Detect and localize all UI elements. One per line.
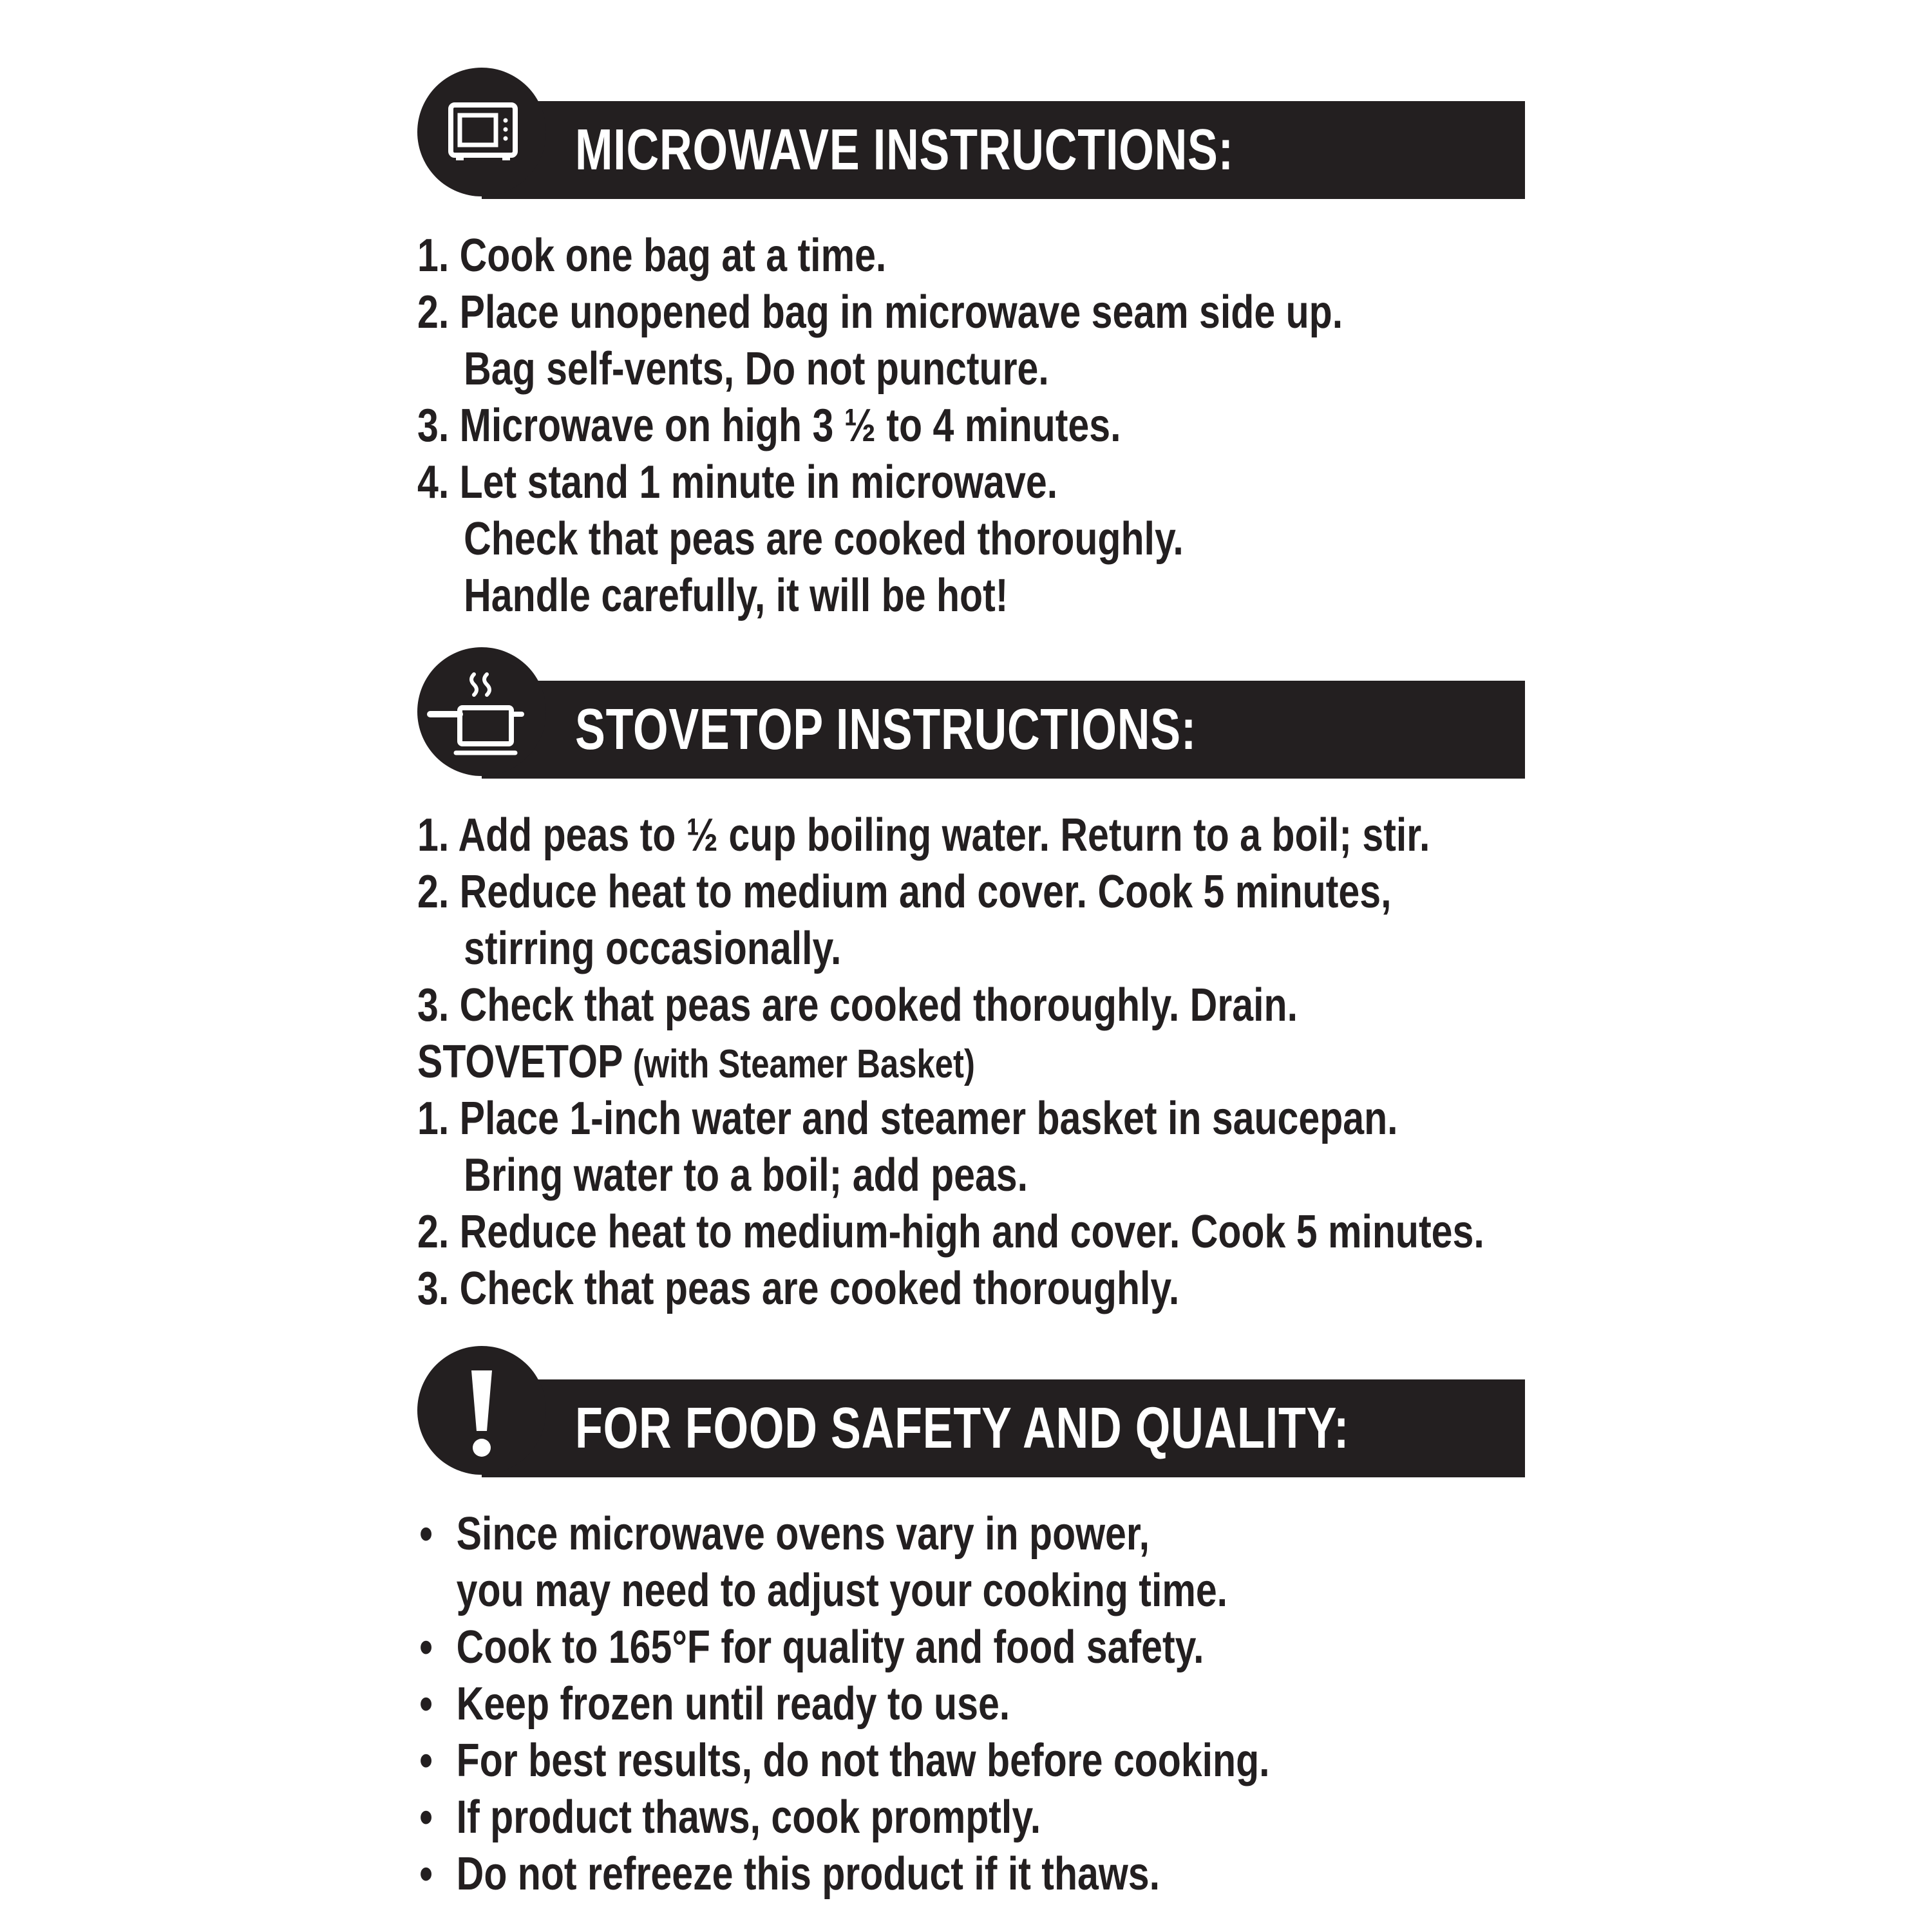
subheading-line <box>417 1034 1325 1090</box>
instruction-line: 2. Place unopened bag in microwave seam side up. <box>417 287 1343 338</box>
instruction-line: 3. Check that peas are cooked thoroughly. Drain. <box>417 980 1298 1031</box>
instruction-line: 1. Place 1-inch water and steamer basket in saucepan. <box>417 1093 1398 1144</box>
instruction-line: 2. Reduce heat to medium and cover. Cook 5 minutes, <box>417 866 1392 918</box>
safety-list <box>417 1506 1325 1902</box>
stovetop-instructions <box>417 807 1484 1317</box>
subheading: STOVETOP <box>417 1036 623 1088</box>
bullet: • <box>419 1678 433 1730</box>
instruction-line: 4. Let stand 1 minute in microwave. <box>417 457 1058 508</box>
section-title: MICROWAVE INSTRUCTIONS: <box>575 118 1234 182</box>
steaming-pot-icon <box>417 647 546 776</box>
safety-header <box>417 1346 1525 1475</box>
instruction-line: Bag self-vents, Do not puncture. <box>464 343 1049 395</box>
microwave-header <box>417 68 1525 196</box>
instruction-line: 2. Reduce heat to medium-high and cover. Cook 5 minutes. <box>417 1206 1484 1258</box>
icon-badge <box>417 647 546 776</box>
instruction-line: Handle carefully, it will be hot! <box>464 570 1009 621</box>
exclamation-icon <box>417 1346 546 1475</box>
list-item: • Keep frozen until ready to use. <box>417 1676 1325 1732</box>
instruction-line: stirring occasionally. <box>464 923 842 974</box>
bullet: • <box>419 1792 433 1843</box>
stovetop-header <box>417 647 1525 776</box>
instruction-line: Bring water to a boil; add peas. <box>464 1150 1028 1201</box>
stovetop-section <box>417 647 1525 1317</box>
bullet: • <box>419 1848 433 1900</box>
instruction-line: Check that peas are cooked thoroughly. <box>464 513 1184 565</box>
list-item: • For best results, do not thaw before cooking. <box>417 1732 1325 1789</box>
safety-section <box>417 1346 1525 1902</box>
icon-badge <box>417 1346 546 1475</box>
bullet: • <box>419 1622 433 1673</box>
list-item: • Cook to 165°F for quality and food safety. <box>417 1619 1325 1676</box>
instruction-line: 1. Add peas to ½ cup boiling water. Return to a boil; stir. <box>417 810 1430 861</box>
icon-badge <box>417 68 546 196</box>
section-title: FOR FOOD SAFETY AND QUALITY: <box>575 1396 1350 1461</box>
subheading-note: (with Steamer Basket) <box>632 1042 975 1086</box>
bullet: • <box>419 1508 433 1560</box>
instruction-line: 1. Cook one bag at a time. <box>417 230 887 281</box>
microwave-section <box>417 68 1525 624</box>
section-title: STOVETOP INSTRUCTIONS: <box>575 697 1197 762</box>
instruction-line: 3. Check that peas are cooked thoroughly. <box>417 1263 1180 1314</box>
list-item: • Do not refreeze this product if it thaws. <box>417 1846 1325 1902</box>
bullet: • <box>419 1735 433 1786</box>
instruction-line: 3. Microwave on high 3 ½ to 4 minutes. <box>417 400 1121 451</box>
list-item: • If product thaws, cook promptly. <box>417 1789 1325 1846</box>
list-item: • Since microwave ovens vary in power, <box>417 1506 1325 1562</box>
microwave-icon <box>417 68 546 196</box>
list-item-continuation: you may need to adjust your cooking time. <box>456 1565 1228 1616</box>
microwave-instructions <box>417 227 1343 624</box>
